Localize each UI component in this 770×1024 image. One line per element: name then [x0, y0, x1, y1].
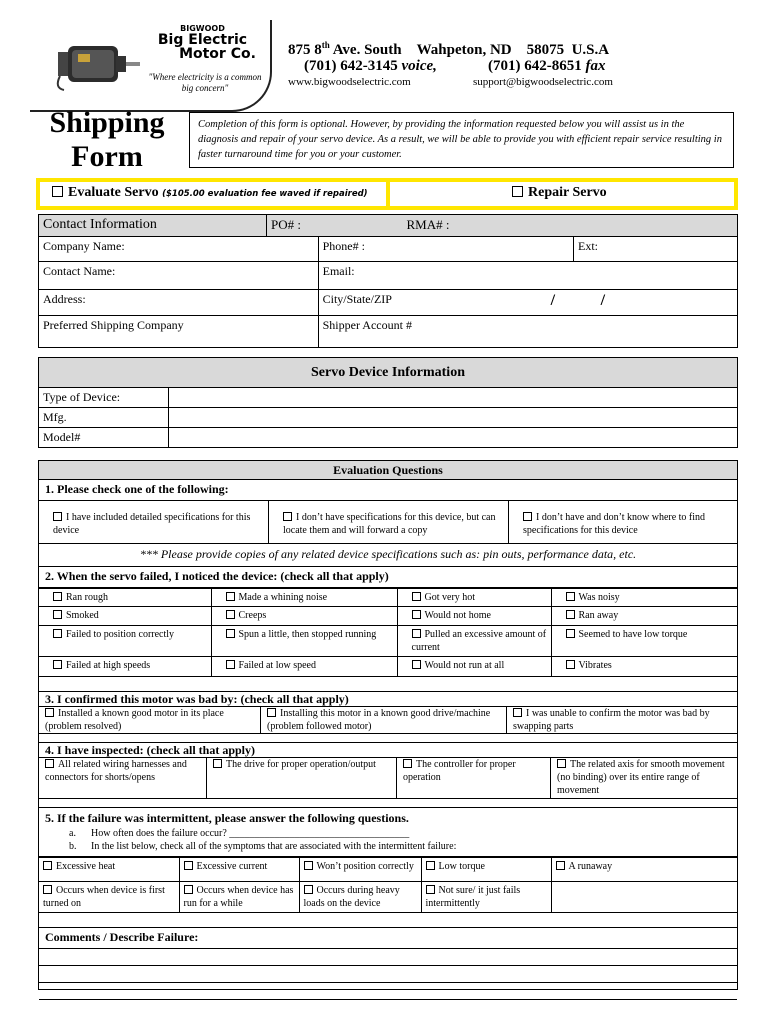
- comments-line[interactable]: [39, 949, 737, 966]
- address-field[interactable]: Address:: [39, 290, 319, 316]
- service-selection: [36, 178, 738, 210]
- checkbox[interactable]: [53, 629, 62, 638]
- checkbox[interactable]: [226, 629, 235, 638]
- q2-option[interactable]: Failed to position correctly: [39, 626, 211, 657]
- q2-option[interactable]: Smoked: [39, 607, 211, 626]
- checkbox[interactable]: [45, 759, 54, 768]
- q5-option[interactable]: Won’t position correctly: [299, 858, 421, 882]
- model-input[interactable]: [169, 428, 738, 448]
- checkbox[interactable]: [557, 759, 566, 768]
- shipper-account-field[interactable]: Shipper Account #: [318, 316, 737, 348]
- q5-option[interactable]: Occurs when device is first turned on: [39, 882, 179, 913]
- checkbox[interactable]: [53, 660, 62, 669]
- checkbox[interactable]: [226, 660, 235, 669]
- intro-text: Completion of this form is optional. However, by providing the information requested below you will assist us in the diagnosis and repair of your servo device. As a result, we will be able to provide you with efficient repair service resulting in faster turnaround time for you or your customer.: [189, 112, 734, 168]
- servo-device-table: [38, 357, 738, 448]
- q5-a: a. How often does the failure occur? ____________________________________: [69, 828, 410, 839]
- repair-servo-option[interactable]: Repair Servo: [512, 185, 607, 201]
- company-address: 875 8th Ave. South Wahpeton, ND 58075 U.S.A: [288, 40, 610, 58]
- checkbox[interactable]: [267, 708, 276, 717]
- checkbox[interactable]: [566, 592, 575, 601]
- slash-1: /: [550, 292, 556, 309]
- checkbox[interactable]: [566, 610, 575, 619]
- checkbox[interactable]: [184, 885, 193, 894]
- q4-option[interactable]: The controller for proper operation: [397, 758, 551, 798]
- mfg-label: Mfg.: [39, 408, 169, 428]
- q3-option[interactable]: Installing this motor in a known good drive/machine (problem followed motor): [261, 707, 507, 733]
- q4-option[interactable]: The drive for proper operation/output: [207, 758, 397, 798]
- q2-option[interactable]: Seemed to have low torque: [551, 626, 737, 657]
- q2-option[interactable]: Vibrates: [551, 657, 737, 677]
- q5-option[interactable]: A runaway: [551, 858, 737, 882]
- q2-option[interactable]: Creeps: [211, 607, 397, 626]
- checkbox[interactable]: [184, 861, 193, 870]
- q2-option[interactable]: Failed at high speeds: [39, 657, 211, 677]
- comments-line[interactable]: [39, 983, 737, 1000]
- q3-option[interactable]: Installed a known good motor in its place (problem resolved): [39, 707, 261, 733]
- checkbox[interactable]: [412, 592, 421, 601]
- checkbox[interactable]: [226, 592, 235, 601]
- checkbox[interactable]: [556, 861, 565, 870]
- checkbox[interactable]: [43, 861, 52, 870]
- evaluate-servo-option[interactable]: Evaluate Servo ($105.00 evaluation fee waved if repaired): [52, 185, 368, 201]
- q3-options: [39, 707, 737, 734]
- device-type-label: Type of Device:: [39, 388, 169, 408]
- q5-option[interactable]: Occurs during heavy loads on the device: [299, 882, 421, 913]
- q2-option[interactable]: Would not run at all: [397, 657, 551, 677]
- checkbox[interactable]: [53, 512, 62, 521]
- question-2: 2. When the servo failed, I noticed the device: (check all that apply): [39, 567, 737, 588]
- evaluation-section: [38, 460, 738, 990]
- checkbox[interactable]: [304, 885, 313, 894]
- q2-grid: [39, 588, 737, 677]
- checkbox[interactable]: [566, 660, 575, 669]
- q2-option[interactable]: Ran rough: [39, 589, 211, 607]
- page-title: Shipping Form: [49, 106, 165, 173]
- po-field[interactable]: PO# :: [267, 215, 403, 237]
- checkbox[interactable]: [403, 759, 412, 768]
- q2-option[interactable]: Would not home: [397, 607, 551, 626]
- evaluate-checkbox[interactable]: [52, 186, 63, 197]
- specifications-note: *** Please provide copies of any related device specifications such as: pin outs, performance data, etc.: [39, 544, 737, 567]
- comments-label: Comments / Describe Failure:: [39, 928, 737, 949]
- checkbox[interactable]: [45, 708, 54, 717]
- question-1: 1. Please check one of the following:: [39, 480, 737, 501]
- evaluation-header: Evaluation Questions: [39, 461, 737, 480]
- checkbox[interactable]: [412, 660, 421, 669]
- q4-option[interactable]: The related axis for smooth movement (no binding) over its entire range of movement: [557, 759, 725, 796]
- comments-line[interactable]: [39, 1000, 737, 1016]
- q3-option[interactable]: I was unable to confirm the motor was bad by swapping parts: [513, 708, 710, 732]
- q5-option[interactable]: Excessive heat: [39, 858, 179, 882]
- checkbox[interactable]: [426, 861, 435, 870]
- email-field[interactable]: Email:: [318, 262, 737, 290]
- q1-option[interactable]: I don’t have and don’t know where to find specifications for this device: [523, 512, 706, 536]
- q5-b: b. In the list below, check all of the symptoms that are associated with the intermittent failure:: [39, 840, 737, 857]
- q5-option[interactable]: Excessive current: [179, 858, 299, 882]
- q4-options: [39, 758, 737, 799]
- slash-2: /: [600, 292, 606, 309]
- question-3: 3. I confirmed this motor was bad by: (check all that apply): [39, 691, 737, 707]
- checkbox[interactable]: [566, 629, 575, 638]
- company-fax: (701) 642-8651 fax: [488, 58, 606, 74]
- question-5: 5. If the failure was intermittent, please answer the following questions.: [39, 807, 737, 827]
- question-4: 4. I have inspected: (check all that apply): [39, 742, 737, 758]
- checkbox[interactable]: [283, 512, 292, 521]
- q2-option[interactable]: Made a whining noise: [211, 589, 397, 607]
- q5-empty-cell: [551, 882, 737, 913]
- motor-icon: [50, 32, 150, 94]
- checkbox[interactable]: [53, 592, 62, 601]
- q5-option[interactable]: Occurs when device has run for a while: [179, 882, 299, 913]
- contact-table: [38, 214, 738, 348]
- q1-option[interactable]: I don’t have specifications for this device, but can locate them and will forward a copy: [269, 501, 509, 543]
- q2-option[interactable]: Got very hot: [397, 589, 551, 607]
- service-divider: [386, 182, 390, 206]
- q5-grid: [39, 857, 737, 913]
- checkbox[interactable]: [304, 861, 313, 870]
- checkbox[interactable]: [523, 512, 532, 521]
- q1-option[interactable]: I have included detailed specifications for this device: [39, 501, 269, 543]
- checkbox[interactable]: [226, 610, 235, 619]
- q2-option[interactable]: Ran away: [551, 607, 737, 626]
- checkbox[interactable]: [426, 885, 435, 894]
- device-type-input[interactable]: [169, 388, 738, 408]
- checkbox[interactable]: [513, 708, 522, 717]
- shipping-company-field[interactable]: Preferred Shipping Company: [39, 316, 319, 348]
- phone-field[interactable]: Phone# :: [318, 237, 573, 262]
- q5-option[interactable]: Low torque: [421, 858, 551, 882]
- logo-tagline: "Where electricity is a common big concern": [148, 72, 262, 93]
- model-label: Model#: [39, 428, 169, 448]
- q2-option[interactable]: Spun a little, then stopped running: [211, 626, 397, 657]
- company-website[interactable]: www.bigwoodselectric.com: [288, 76, 411, 88]
- contact-header: Contact Information: [39, 215, 267, 237]
- repair-checkbox[interactable]: [512, 186, 523, 197]
- q2-option[interactable]: Failed at low speed: [211, 657, 397, 677]
- company-email[interactable]: support@bigwoodselectric.com: [473, 76, 613, 88]
- q2-option[interactable]: Pulled an excessive amount of current: [397, 626, 551, 657]
- mfg-input[interactable]: [169, 408, 738, 428]
- checkbox[interactable]: [213, 759, 222, 768]
- rma-field[interactable]: RMA# :: [403, 215, 738, 237]
- ext-field[interactable]: Ext:: [574, 237, 738, 262]
- logo-wordmark: BIGWOOD Big Electric Motor Co.: [157, 24, 256, 62]
- city-state-zip-field[interactable]: City/State/ZIP / /: [318, 290, 737, 316]
- contact-name-field[interactable]: Contact Name:: [39, 262, 319, 290]
- checkbox[interactable]: [412, 629, 421, 638]
- q2-option[interactable]: Was noisy: [551, 589, 737, 607]
- q5-option[interactable]: Not sure/ it just fails intermittently: [421, 882, 551, 913]
- checkbox[interactable]: [43, 885, 52, 894]
- checkbox[interactable]: [53, 610, 62, 619]
- comments-line[interactable]: [39, 966, 737, 983]
- company-name-field[interactable]: Company Name:: [39, 237, 319, 262]
- q1-options: [39, 501, 737, 544]
- checkbox[interactable]: [412, 610, 421, 619]
- company-phone: (701) 642-3145 voice,: [304, 58, 437, 74]
- servo-header: Servo Device Information: [39, 358, 738, 388]
- company-logo: [30, 20, 272, 112]
- q4-option[interactable]: All related wiring harnesses and connectors for shorts/opens: [39, 758, 207, 798]
